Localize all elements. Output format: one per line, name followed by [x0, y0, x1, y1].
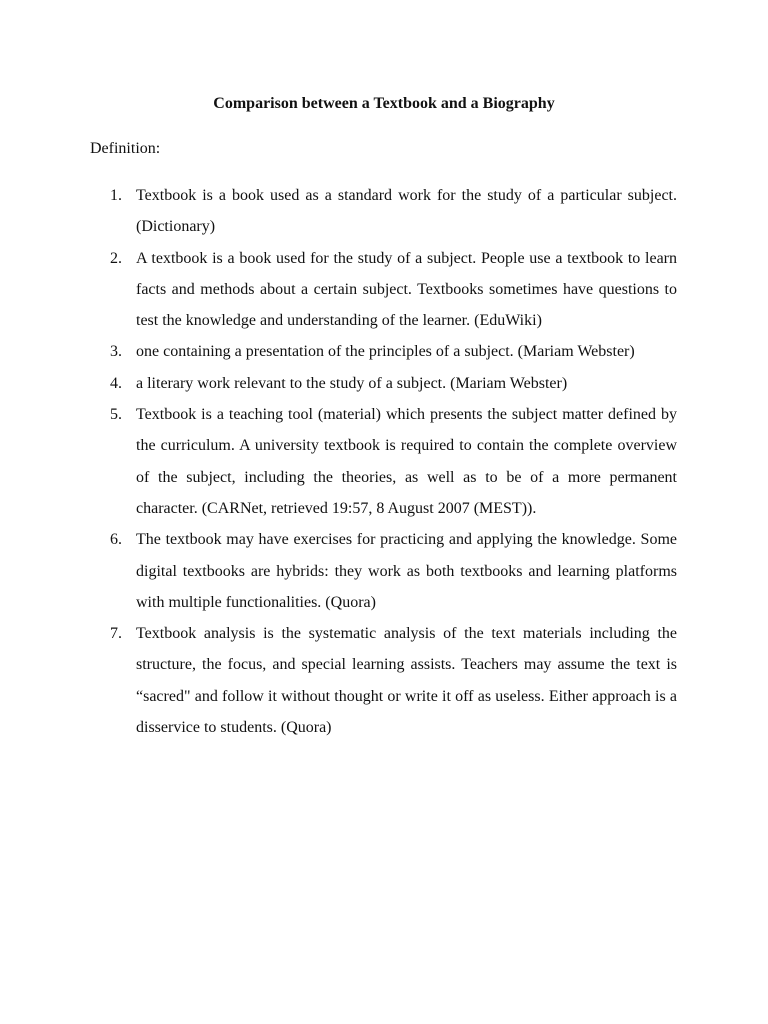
- definition-number: 6.: [110, 531, 122, 549]
- definition-item: [110, 524, 677, 618]
- definition-number: 5.: [110, 406, 122, 424]
- definition-number: 3.: [110, 343, 122, 361]
- definition-text: a literary work relevant to the study of a subject. (Mariam Webster): [136, 374, 568, 392]
- definition-item: [110, 368, 677, 399]
- definition-item: [110, 336, 677, 367]
- definition-list: [110, 180, 677, 743]
- document-title: Comparison between a Textbook and a Biography: [213, 95, 555, 112]
- definition-text: Textbook analysis is the systematic analysis of the text materials including the structure, the focus, and special learning assists. Teachers may assume the text is “sacred" and follow it without thought or write it off as useless. Either approach is a disservice to students. (Quora): [136, 625, 677, 737]
- section-label-definition: Definition:: [90, 140, 161, 157]
- definition-number: 7.: [110, 625, 122, 643]
- definition-text: The textbook may have exercises for practicing and applying the knowledge. Some digital textbooks are hybrids: they work as both textbooks and learning platforms with multiple functionalities. (Quora): [136, 531, 677, 611]
- definition-item: [110, 399, 677, 524]
- definition-text: A textbook is a book used for the study of a subject. People use a textbook to learn facts and methods about a certain subject. Textbooks sometimes have questions to test the knowledge and understanding of the learner. (EduWiki): [136, 249, 677, 330]
- definition-item: [110, 243, 677, 337]
- definition-item: [110, 618, 677, 743]
- definition-item: [110, 180, 677, 243]
- definition-text: Textbook is a book used as a standard work for the study of a particular subject. (Dictionary): [136, 187, 677, 236]
- definition-number: 4.: [110, 374, 122, 392]
- definition-number: 1.: [110, 187, 122, 204]
- definition-text: one containing a presentation of the principles of a subject. (Mariam Webster): [136, 343, 635, 361]
- definition-text: Textbook is a teaching tool (material) which presents the subject matter defined by the curriculum. A university textbook is required to contain the complete overview of the subject, including the theories, as well as to be of a more permanent character. (CARNet, retrieved 19:57, 8 August 2007 (MEST)).: [136, 406, 677, 517]
- definition-number: 2.: [110, 249, 122, 267]
